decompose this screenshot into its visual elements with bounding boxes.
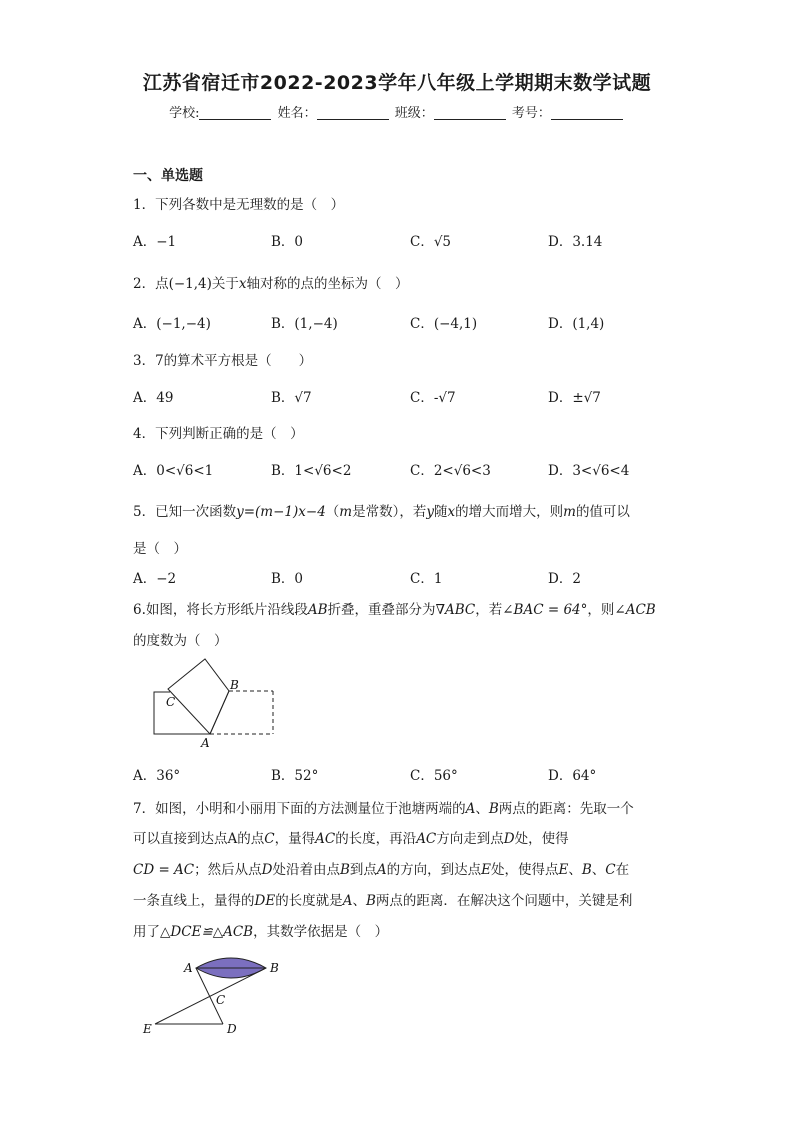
q6-text: ，若: [475, 602, 503, 618]
q7-var: A: [465, 801, 476, 817]
q5-option-b[interactable]: B．0: [271, 571, 304, 587]
q7-var: E: [481, 862, 491, 878]
q7-var: AC: [315, 831, 336, 847]
q7-text: 、: [475, 801, 489, 817]
q3-option-d[interactable]: D．±√7: [548, 390, 601, 406]
class-label: 班级：: [394, 106, 434, 121]
q2-axis: x: [238, 276, 247, 292]
q2-option-d[interactable]: D．(1,4): [548, 316, 605, 332]
q6-segment: AB: [307, 602, 328, 618]
question-5-stem-line2: 是（ ）: [133, 541, 187, 557]
q6-label-c: C: [166, 695, 176, 709]
q1-option-d[interactable]: D．3.14: [548, 234, 603, 250]
q7-text: 两点的距离：先取一个: [498, 801, 634, 817]
q5-option-a[interactable]: A．−2: [133, 571, 177, 587]
q7-label-a: A: [184, 961, 193, 975]
q7-text: 处，使得: [514, 831, 569, 847]
q5-var: m: [339, 504, 353, 520]
q7-var: E: [558, 862, 569, 878]
q7-var: CD = AC: [133, 862, 195, 878]
q3-option-a[interactable]: A．49: [133, 390, 174, 406]
q7-var: A: [376, 862, 387, 878]
q7-text: 7．如图，小明和小丽用下面的方法测量位于池塘两端的: [133, 801, 466, 817]
q7-var: B: [339, 862, 350, 878]
q5-text: 的值可以: [575, 504, 630, 520]
q5-text: 5．已知一次函数: [133, 504, 237, 520]
q6-text: ，则: [587, 602, 615, 618]
q5-var: y: [426, 504, 434, 520]
q7-var: DE: [254, 893, 276, 909]
q7-text: ，其数学依据是（ ）: [253, 924, 389, 940]
q6-angle: ∠BAC = 64°: [502, 602, 588, 618]
q7-var: D: [503, 831, 515, 847]
q7-congruence: △DCE≌△ACB: [160, 924, 254, 940]
question-1-stem: 1．下列各数中是无理数的是（ ）: [133, 197, 345, 213]
q2-text: 轴对称的点的坐标为（ ）: [246, 276, 409, 292]
q7-text: 、: [352, 893, 366, 909]
q7-var: D: [261, 862, 273, 878]
q6-text: 折叠，重叠部分为: [327, 602, 436, 618]
q6-text: 6.如图，将长方形纸片沿线段: [133, 602, 308, 618]
q5-var: m: [563, 504, 576, 520]
q5-option-c[interactable]: C．1: [410, 571, 443, 587]
q2-text: 2．点: [133, 276, 169, 292]
q2-point: (−1,4): [168, 276, 212, 292]
q7-label-c: C: [216, 993, 226, 1007]
q1-option-c[interactable]: C．√5: [410, 234, 452, 250]
q6-label-b: B: [230, 678, 239, 692]
q7-text: 、: [591, 862, 606, 878]
q7-text: 的方向，到达点: [386, 862, 482, 878]
q4-option-c[interactable]: C．2<√6<3: [410, 463, 491, 479]
q7-var: B: [581, 862, 592, 878]
q7-var: C: [605, 862, 616, 878]
q7-text: 的长度就是: [275, 893, 343, 909]
q3-option-c[interactable]: C．-√7: [410, 390, 456, 406]
exam-no-label: 考号：: [511, 106, 551, 121]
q7-text: 的长度，再沿: [335, 831, 417, 847]
q7-label-b: B: [270, 961, 279, 975]
q7-label-d: D: [227, 1022, 237, 1036]
q7-text: 到点: [349, 862, 377, 878]
q6-option-c[interactable]: C．56°: [410, 768, 458, 784]
q5-text: 的增大而增大，则: [455, 504, 564, 520]
q4-option-a[interactable]: A．0<√6<1: [133, 463, 214, 479]
q7-text: 方向走到点: [436, 831, 504, 847]
q6-option-d[interactable]: D．64°: [548, 768, 597, 784]
question-6-stem-line2: 的度数为（ ）: [133, 633, 228, 649]
q7-label-e: E: [143, 1022, 152, 1036]
question-4-stem: 4．下列判断正确的是（ ）: [133, 426, 304, 442]
q7-text: 用了: [133, 924, 160, 940]
school-label: 学校:: [169, 106, 200, 121]
q2-option-a[interactable]: A．(−1,−4): [133, 316, 211, 332]
q7-text: ，量得: [274, 831, 316, 847]
q6-angle: ∠ACB: [614, 602, 656, 618]
q7-text: 在: [615, 862, 630, 878]
q7-text: 可以直接到达点A的点: [133, 831, 265, 847]
q5-function: y=(m−1)x−4: [236, 504, 326, 520]
q7-var: B: [488, 801, 499, 817]
question-3-stem: 3．7的算术平方根是（ ）: [133, 353, 313, 369]
q5-option-d[interactable]: D．2: [548, 571, 581, 587]
q5-text: 随: [434, 504, 448, 520]
q7-var: A: [342, 893, 353, 909]
q6-option-b[interactable]: B．52°: [271, 768, 319, 784]
q5-text: （: [325, 504, 340, 520]
q6-triangle: ∇ABC: [435, 602, 476, 618]
q4-option-b[interactable]: B．1<√6<2: [271, 463, 352, 479]
q7-var: AC: [416, 831, 437, 847]
q7-text: ；然后从点: [194, 862, 262, 878]
q2-option-c[interactable]: C．(−4,1): [410, 316, 478, 332]
q4-option-d[interactable]: D．3<√6<4: [548, 463, 630, 479]
q1-option-a[interactable]: A．−1: [133, 234, 177, 250]
q6-option-a[interactable]: A．36°: [133, 768, 181, 784]
q7-segment-be: [155, 968, 266, 1024]
q2-text: 关于: [211, 276, 239, 292]
q1-option-b[interactable]: B．0: [271, 234, 304, 250]
q6-label-a: A: [201, 736, 210, 750]
section-title: 一、单选题: [133, 168, 203, 184]
q7-text: 处，使得点: [491, 862, 559, 878]
q3-option-b[interactable]: B．√7: [271, 390, 312, 406]
q2-option-b[interactable]: B．(1,−4): [271, 316, 338, 332]
q5-text: 是常数），若: [352, 504, 427, 520]
page-title: 江苏省宿迁市2022-2023学年八年级上学期期末数学试题: [142, 72, 652, 94]
q7-text: 处沿着由点: [272, 862, 340, 878]
q7-var: B: [365, 893, 376, 909]
name-label: 姓名：: [277, 106, 317, 121]
q7-text: 两点的距离．在解决这个问题中，关键是利: [375, 893, 633, 909]
q7-var: C: [264, 831, 275, 847]
q5-var: x: [447, 504, 456, 520]
q7-text: 一条直线上，量得的: [133, 893, 255, 909]
q7-text: 、: [568, 862, 582, 878]
